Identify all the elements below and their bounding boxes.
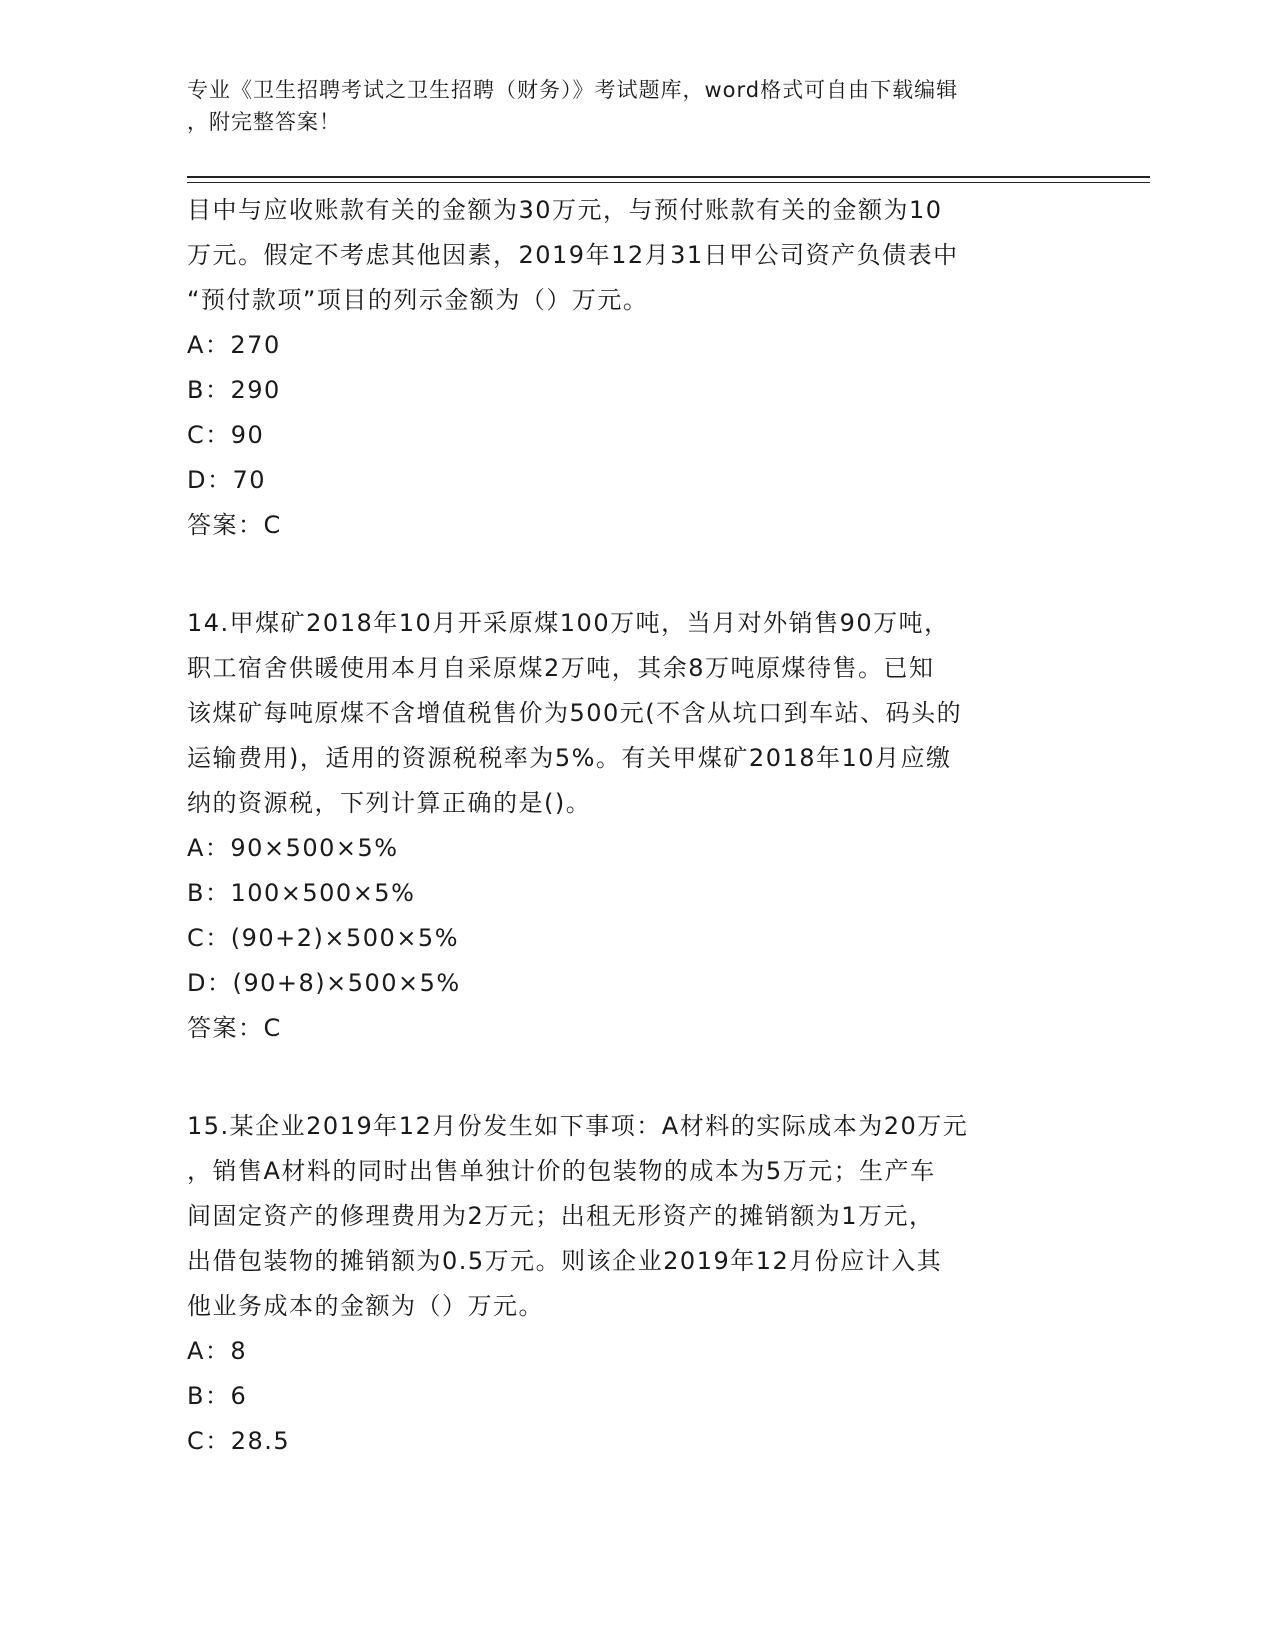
page-header	[187, 74, 1067, 138]
question-stem-line: 15.某企业2019年12月份发生如下事项：A材料的实际成本为20万元	[187, 1112, 969, 1140]
question-spacer	[187, 548, 1087, 601]
option-c: C：90	[187, 421, 265, 449]
option-b: B：6	[187, 1382, 248, 1410]
question-stem-line: 14.甲煤矿2018年10月开采原煤100万吨，当月对外销售90万吨，	[187, 609, 950, 637]
option-b: B：290	[187, 376, 281, 404]
question-stem-line: 万元。假定不考虑其他因素，2019年12月31日甲公司资产负债表中	[187, 241, 959, 269]
option-a: A：90×500×5%	[187, 834, 399, 862]
option-c: C：28.5	[187, 1427, 291, 1455]
question-stem-line: 纳的资源税，下列计算正确的是()。	[187, 789, 592, 817]
question-stem-line: 职工宿舍供暖使用本月自采原煤2万吨，其余8万吨原煤待售。已知	[187, 654, 935, 682]
question-13	[187, 188, 1087, 548]
question-stem-line: 间固定资产的修理费用为2万元；出租无形资产的摊销额为1万元，	[187, 1202, 935, 1230]
option-c: C：(90+2)×500×5%	[187, 924, 460, 952]
header-line-1: 专业《卫生招聘考试之卫生招聘（财务）》考试题库，word格式可自由下载编辑	[187, 78, 959, 102]
question-list	[187, 188, 1087, 1464]
answer-line: 答案：C	[187, 511, 282, 539]
question-stem-line: 运输费用)，适用的资源税税率为5%。有关甲煤矿2018年10月应缴	[187, 744, 952, 772]
option-d: D：70	[187, 466, 267, 494]
option-d: D：(90+8)×500×5%	[187, 969, 461, 997]
question-stem-line: 出借包装物的摊销额为0.5万元。则该企业2019年12月份应计入其	[187, 1247, 943, 1275]
question-15	[187, 1104, 1087, 1464]
question-14	[187, 601, 1087, 1051]
option-b: B：100×500×5%	[187, 879, 416, 907]
header-divider-thick	[187, 176, 1150, 178]
question-stem-line: 他业务成本的金额为（）万元。	[187, 1292, 544, 1320]
answer-line: 答案：C	[187, 1014, 282, 1042]
header-divider-thin	[187, 182, 1150, 183]
question-stem-line: “预付款项”项目的列示金额为（）万元。	[187, 286, 649, 314]
question-spacer	[187, 1051, 1087, 1104]
header-line-2: ，附完整答案！	[187, 110, 341, 134]
option-a: A：8	[187, 1337, 248, 1365]
question-stem-line: ，销售A材料的同时出售单独计价的包装物的成本为5万元；生产车	[187, 1157, 936, 1185]
option-a: A：270	[187, 331, 281, 359]
question-stem-line: 该煤矿每吨原煤不含增值税售价为500元(不含从坑口到车站、码头的	[187, 699, 963, 727]
question-stem-line: 目中与应收账款有关的金额为30万元，与预付账款有关的金额为10	[187, 196, 943, 224]
